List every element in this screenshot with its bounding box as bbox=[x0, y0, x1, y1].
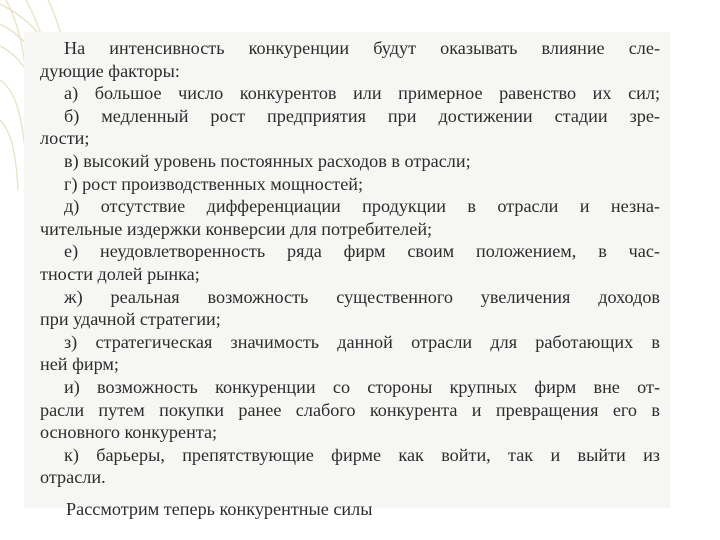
text-body bbox=[40, 37, 660, 489]
text-line: отрасли. bbox=[40, 467, 106, 488]
list-item-z: з) стратегическая значимость данной отрасли для работающих в bbox=[64, 331, 660, 352]
list-item-g: г) рост производственных мощностей; bbox=[64, 173, 364, 194]
cut-off-text-line: Рассмотрим теперь конкурентные силы bbox=[66, 499, 373, 519]
list-item-e: е) неудовлетворенность ряда фирм своим положением, в час- bbox=[64, 241, 660, 262]
text-line: лости; bbox=[40, 128, 90, 149]
list-item-v: в) высокий уровень постоянных расходов в отрасли; bbox=[64, 150, 471, 171]
text-line: расли путем покупки ранее слабого конкурента и превращения его в bbox=[40, 399, 660, 420]
scanned-text-page bbox=[24, 32, 670, 519]
list-item-zh: ж) реальная возможность существенного увеличения доходов bbox=[64, 286, 660, 307]
list-item-b: б) медленный рост предприятия при достижении стадии зре- bbox=[64, 105, 660, 126]
list-item-a: а) большое число конкурентов или примерное равенство их сил; bbox=[64, 83, 660, 104]
text-line: чительные издержки конверсии для потребителей; bbox=[40, 218, 433, 239]
list-item-i: и) возможность конкуренции со стороны крупных фирм вне от- bbox=[64, 376, 660, 397]
text-line: при удачной стратегии; bbox=[40, 309, 221, 330]
text-line: ней фирм; bbox=[40, 354, 119, 375]
list-item-k: к) барьеры, препятствующие фирме как войти, так и выйти из bbox=[64, 444, 660, 465]
list-item-d: д) отсутствие дифференциации продукции в отрасли и незна- bbox=[64, 196, 660, 217]
text-line: На интенсивность конкуренции будут оказывать влияние сле- bbox=[64, 38, 660, 58]
text-line: дующие факторы: bbox=[40, 60, 180, 81]
text-line: тности долей рынка; bbox=[40, 263, 200, 284]
text-line: основного конкурента; bbox=[40, 422, 218, 443]
